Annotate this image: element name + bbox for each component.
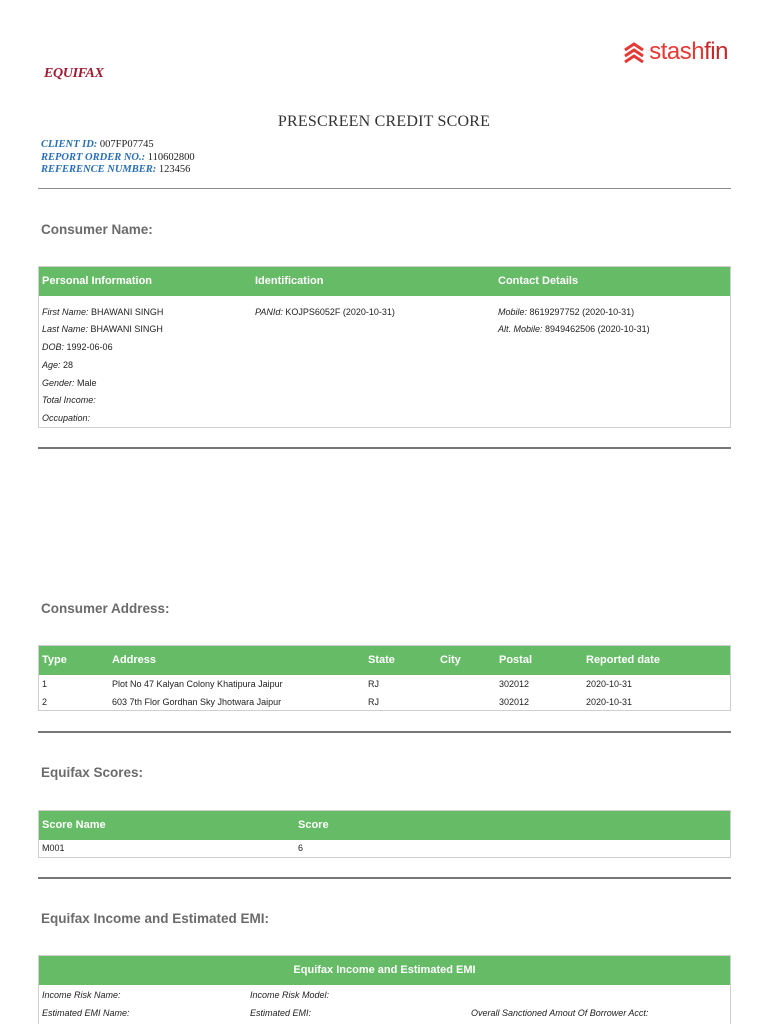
age-label: Age: — [42, 360, 61, 370]
age-row — [42, 360, 73, 370]
mobile-row — [498, 307, 634, 317]
cell-state: RJ — [368, 679, 379, 689]
dob-value: 1992-06-06 — [66, 342, 113, 352]
estimated-emi-name-label: Estimated EMI Name: — [42, 1008, 130, 1018]
consumer-name-card — [38, 266, 731, 428]
last-name-label: Last Name: — [42, 324, 89, 334]
income-emi-card — [38, 955, 731, 1024]
cell-type: 1 — [42, 679, 48, 689]
income-emi-header — [39, 956, 730, 985]
reference-value: 123456 — [158, 164, 191, 175]
gender-row — [42, 378, 97, 388]
equifax-scores-card — [38, 810, 731, 858]
consumer-name-header — [39, 267, 730, 296]
col-postal: Postal — [499, 654, 533, 666]
income-emi-header-label: Equifax Income and Estimated EMI — [293, 964, 476, 976]
col-address: Address — [112, 654, 157, 666]
stashfin-chevron-icon — [623, 41, 645, 63]
col-city: City — [440, 654, 461, 666]
header-identification: Identification — [255, 275, 324, 287]
reference-label: REFERENCE NUMBER: — [41, 164, 157, 175]
report-order-value: 110602800 — [147, 151, 195, 163]
gender-label: Gender: — [42, 378, 75, 388]
last-name-row — [42, 324, 163, 334]
gender-value: Male — [77, 378, 97, 388]
header-personal-information: Personal Information — [42, 275, 153, 287]
occupation-row — [42, 413, 90, 423]
col-type: Type — [42, 654, 67, 666]
alt-mobile-row — [498, 324, 650, 334]
cell-address: Plot No 47 Kalyan Colony Khatipura Jaipur — [112, 679, 283, 689]
divider — [38, 877, 731, 879]
income-risk-name-label: Income Risk Name: — [42, 990, 121, 1000]
cell-address: 603 7th Flor Gordhan Sky Jhotwara Jaipur — [112, 697, 282, 707]
divider — [38, 447, 731, 449]
cell-state: RJ — [368, 697, 379, 707]
equifax-scores-header — [39, 811, 730, 840]
col-reported-date: Reported date — [586, 654, 660, 666]
client-id-value: 007FP07745 — [99, 139, 154, 150]
income-emi-title: Equifax Income and Estimated EMI: — [41, 911, 270, 926]
alt-mobile-value: 8949462506 (2020-10-31) — [545, 324, 650, 334]
client-id-line — [41, 139, 195, 152]
cell-score-name: M001 — [42, 843, 65, 853]
pan-value: KOJPS6052F (2020-10-31) — [285, 307, 395, 317]
cell-postal: 302012 — [499, 697, 530, 707]
first-name-row — [42, 307, 163, 317]
cell-reported-date: 2020-10-31 — [586, 679, 633, 689]
report-order-line — [41, 152, 195, 165]
report-ids — [41, 139, 195, 177]
cell-postal: 302012 — [499, 679, 530, 689]
overall-sanctioned-label: Overall Sanctioned Amout Of Borrower Acct: — [471, 1008, 649, 1018]
page-title: PRESCREEN CREDIT SCORE — [277, 113, 491, 130]
age-value: 28 — [63, 360, 74, 370]
consumer-address-card — [38, 645, 731, 711]
equifax-scores-title: Equifax Scores: — [41, 765, 144, 780]
equifax-logo — [38, 46, 110, 102]
col-score-name: Score Name — [42, 819, 106, 831]
header-contact-details: Contact Details — [498, 275, 579, 287]
consumer-name-title: Consumer Name: — [41, 222, 153, 237]
first-name-label: First Name: — [42, 307, 89, 317]
estimated-emi-label: Estimated EMI: — [250, 1008, 312, 1018]
dob-row — [42, 342, 113, 352]
equifax-logo-text: EQUIFAX — [44, 66, 104, 81]
stashfin-logo — [623, 38, 728, 66]
divider — [38, 731, 731, 733]
cell-score: 6 — [298, 843, 304, 853]
divider — [38, 188, 731, 189]
consumer-address-header — [39, 646, 730, 675]
client-id-label: CLIENT ID: — [41, 139, 98, 150]
first-name-value: BHAWANI SINGH — [91, 307, 164, 317]
alt-mobile-label: Alt. Mobile: — [498, 324, 543, 334]
occupation-label: Occupation: — [42, 413, 91, 423]
pan-row — [255, 307, 395, 317]
dob-label: DOB: — [42, 342, 65, 352]
income-risk-model-label: Income Risk Model: — [250, 990, 330, 1000]
col-state: State — [368, 654, 395, 666]
consumer-address-title: Consumer Address: — [41, 601, 170, 616]
cell-type: 2 — [42, 697, 48, 707]
mobile-value: 8619297752 (2020-10-31) — [529, 307, 635, 317]
total-income-label: Total Income: — [42, 395, 96, 405]
stashfin-wordmark-b: fin — [704, 38, 728, 65]
last-name-value: BHAWANI SINGH — [90, 324, 163, 334]
pan-label: PANId: — [255, 307, 283, 317]
cell-reported-date: 2020-10-31 — [586, 697, 633, 707]
reference-line — [41, 164, 195, 177]
report-order-label: REPORT ORDER NO.: — [41, 151, 146, 163]
total-income-row — [42, 395, 96, 405]
mobile-label: Mobile: — [498, 307, 528, 317]
stashfin-wordmark — [649, 38, 728, 66]
col-score: Score — [298, 819, 329, 831]
stashfin-wordmark-a: stash — [649, 38, 705, 65]
